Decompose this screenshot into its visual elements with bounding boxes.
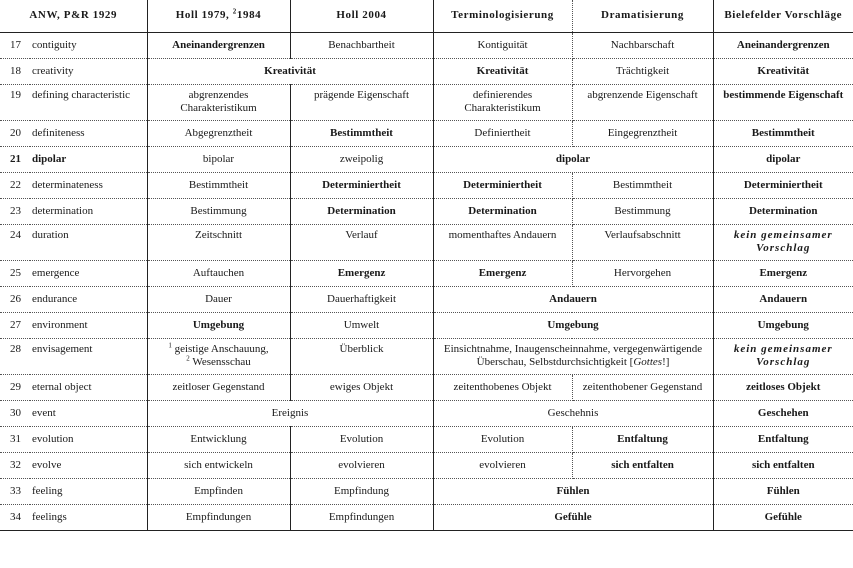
dram-cell: Verlaufsabschnitt: [572, 224, 713, 260]
term-dram-text-2b: Gottes: [633, 355, 663, 368]
term-dram-line-1: Einsichtnahme, Inaugenscheinnahme, vergegenwärtigende: [443, 342, 703, 355]
english-term: environment: [30, 312, 147, 338]
holl-1979-cell: Zeitschnitt: [147, 224, 290, 260]
holl-1979-cell: Entwicklung: [147, 426, 290, 452]
table-row: [0, 338, 853, 374]
dram-cell: zeitenthobener Gegenstand: [572, 374, 713, 400]
english-term: defining characteristic: [30, 84, 147, 120]
holl-1979-line-2: [152, 353, 286, 369]
dram-cell: Nachbarschaft: [572, 32, 713, 58]
term-dram-text-2c: !]: [662, 355, 670, 368]
row-number: 25: [0, 260, 30, 286]
biel-cell: zeitloses Objekt: [713, 374, 853, 400]
holl-1979-line-1: [152, 340, 286, 356]
row-number: 19: [0, 84, 30, 120]
english-term: envisagement: [30, 338, 147, 374]
dram-cell: Trächtigkeit: [572, 58, 713, 84]
dram-cell: sich entfalten: [572, 452, 713, 478]
dram-cell: Entfaltung: [572, 426, 713, 452]
english-term: creativity: [30, 58, 147, 84]
biel-cell: [713, 338, 853, 374]
biel-cell: Gefühle: [713, 504, 853, 530]
biel-line-2: Vorschlag: [756, 241, 811, 254]
header-holl-1984-text: 1984: [236, 9, 262, 22]
term-cell: Determination: [433, 198, 572, 224]
holl-1979-cell: Abgegrenztheit: [147, 120, 290, 146]
holl-merged-cell: Kreativität: [147, 58, 433, 84]
biel-line-1: kein gemeinsamer: [733, 228, 833, 241]
biel-line-1: kein gemeinsamer: [733, 342, 833, 355]
row-number: 27: [0, 312, 30, 338]
term-dram-line-2: [438, 356, 709, 369]
table-row: [0, 478, 853, 504]
holl-merged-cell: Ereignis: [147, 400, 433, 426]
row-number: 17: [0, 32, 30, 58]
term-dram-merged-cell: Umgebung: [433, 312, 713, 338]
biel-cell: Geschehen: [713, 400, 853, 426]
biel-cell: Umgebung: [713, 312, 853, 338]
row-number: 31: [0, 426, 30, 452]
term-cell: zeitenthobenes Objekt: [433, 374, 572, 400]
dram-cell: Bestimmung: [572, 198, 713, 224]
holl-2004-cell: Determination: [290, 198, 433, 224]
header-holl-1979-text: Holl 1979,: [175, 9, 233, 22]
table-row: [0, 58, 853, 84]
biel-cell: bestimmende Eigenschaft: [713, 84, 853, 120]
table-row: [0, 32, 853, 58]
table-row: [0, 260, 853, 286]
row-number: 26: [0, 286, 30, 312]
row-number: 22: [0, 172, 30, 198]
holl-2004-cell: Benachbartheit: [290, 32, 433, 58]
header-holl-1979: [147, 0, 290, 32]
table-row: [0, 198, 853, 224]
biel-cell: Bestimmtheit: [713, 120, 853, 146]
table-row: [0, 172, 853, 198]
row-number: 23: [0, 198, 30, 224]
row-number: 24: [0, 224, 30, 260]
header-anw: ANW, P&R 1929: [0, 0, 147, 32]
holl-1979-cell: Empfindungen: [147, 504, 290, 530]
dram-cell: Hervorgehen: [572, 260, 713, 286]
table-row: [0, 374, 853, 400]
holl-2004-cell: Dauerhaftigkeit: [290, 286, 433, 312]
term-cell: Evolution: [433, 426, 572, 452]
term-dram-merged-cell: [433, 338, 713, 374]
table-row: [0, 84, 853, 120]
row-number: 32: [0, 452, 30, 478]
english-term: definiteness: [30, 120, 147, 146]
term-line-1: definierendes: [472, 88, 533, 101]
table-row: [0, 504, 853, 530]
english-term: contiguity: [30, 32, 147, 58]
holl-2004-cell: ewiges Objekt: [290, 374, 433, 400]
holl-2004-cell: Evolution: [290, 426, 433, 452]
term-dram-merged-cell: Fühlen: [433, 478, 713, 504]
table-row: [0, 452, 853, 478]
holl-2004-cell: Überblick: [290, 338, 433, 374]
term-cell: [433, 84, 572, 120]
term-dram-merged-cell: Andauern: [433, 286, 713, 312]
english-term: emergence: [30, 260, 147, 286]
holl-1979-cell: Bestimmung: [147, 198, 290, 224]
term-cell: Kontiguität: [433, 32, 572, 58]
biel-cell: Entfaltung: [713, 426, 853, 452]
header-holl-1979-sup: 2: [232, 7, 237, 16]
holl-1979-line-1: abgrenzendes: [188, 88, 249, 101]
table-row: [0, 400, 853, 426]
biel-cell: dipolar: [713, 146, 853, 172]
term-cell: Definiertheit: [433, 120, 572, 146]
holl-1979-line-2: Charakteristikum: [180, 101, 257, 114]
table-row: [0, 312, 853, 338]
holl-1979-cell: Dauer: [147, 286, 290, 312]
english-term: endurance: [30, 286, 147, 312]
holl-2004-cell: Verlauf: [290, 224, 433, 260]
english-term: determination: [30, 198, 147, 224]
row-number: 30: [0, 400, 30, 426]
row-number: 34: [0, 504, 30, 530]
holl-1979-cell: [147, 338, 290, 374]
english-term: event: [30, 400, 147, 426]
english-term: eternal object: [30, 374, 147, 400]
table-row: [0, 426, 853, 452]
footnote-marker-2: 2: [186, 353, 190, 362]
dram-cell: Bestimmtheit: [572, 172, 713, 198]
holl-1979-cell: Umgebung: [147, 312, 290, 338]
row-number: 28: [0, 338, 30, 374]
table-row: [0, 286, 853, 312]
biel-cell: Determination: [713, 198, 853, 224]
header-row: [0, 0, 853, 32]
term-dram-merged-cell: Geschehnis: [433, 400, 713, 426]
biel-cell: Emergenz: [713, 260, 853, 286]
row-number: 29: [0, 374, 30, 400]
holl-2004-cell: Umwelt: [290, 312, 433, 338]
holl-2004-cell: Empfindung: [290, 478, 433, 504]
row-number: 18: [0, 58, 30, 84]
english-term: feelings: [30, 504, 147, 530]
english-term: dipolar: [30, 146, 147, 172]
dram-cell: abgrenzende Eigenschaft: [572, 84, 713, 120]
table-row: [0, 224, 853, 260]
term-cell: momenthaftes Andauern: [433, 224, 572, 260]
biel-cell: sich entfalten: [713, 452, 853, 478]
biel-cell: Determiniertheit: [713, 172, 853, 198]
holl-1979-cell: zeitloser Gegenstand: [147, 374, 290, 400]
header-dramatisierung: Dramatisierung: [572, 0, 713, 32]
row-number: 20: [0, 120, 30, 146]
english-term: evolution: [30, 426, 147, 452]
footnote-marker-1: 1: [168, 340, 172, 349]
holl-2004-cell: evolvieren: [290, 452, 433, 478]
biel-cell: Kreativität: [713, 58, 853, 84]
header-terminologisierung: Terminologisierung: [433, 0, 572, 32]
holl-1979-text-1: geistige Anschauung,: [171, 342, 269, 355]
term-dram-merged-cell: Gefühle: [433, 504, 713, 530]
row-number: 33: [0, 478, 30, 504]
english-term: feeling: [30, 478, 147, 504]
biel-line-2: Vorschlag: [756, 355, 811, 368]
holl-1979-cell: Bestimmtheit: [147, 172, 290, 198]
table-row: [0, 120, 853, 146]
holl-1979-cell: bipolar: [147, 146, 290, 172]
term-cell: Emergenz: [433, 260, 572, 286]
term-cell: Kreativität: [433, 58, 572, 84]
holl-2004-cell: Bestimmtheit: [290, 120, 433, 146]
row-number: 21: [0, 146, 30, 172]
holl-2004-cell: Emergenz: [290, 260, 433, 286]
english-term: evolve: [30, 452, 147, 478]
holl-1979-cell: Auftauchen: [147, 260, 290, 286]
holl-2004-cell: zweipolig: [290, 146, 433, 172]
term-cell: evolvieren: [433, 452, 572, 478]
english-term: determinateness: [30, 172, 147, 198]
holl-1979-cell: Aneinandergrenzen: [147, 32, 290, 58]
term-cell: Determiniertheit: [433, 172, 572, 198]
header-bielefelder: Bielefelder Vorschläge: [713, 0, 853, 32]
holl-2004-cell: Determiniertheit: [290, 172, 433, 198]
holl-1979-cell: Empfinden: [147, 478, 290, 504]
holl-2004-cell: Empfindungen: [290, 504, 433, 530]
holl-1979-cell: [147, 84, 290, 120]
header-holl-2004: Holl 2004: [290, 0, 433, 32]
dram-cell: Eingegrenztheit: [572, 120, 713, 146]
holl-1979-cell: sich entwickeln: [147, 452, 290, 478]
term-dram-merged-cell: dipolar: [433, 146, 713, 172]
term-line-2: Charakteristikum: [464, 101, 541, 114]
biel-cell: Fühlen: [713, 478, 853, 504]
holl-2004-cell: prägende Eigenschaft: [290, 84, 433, 120]
biel-cell: Andauern: [713, 286, 853, 312]
table-row: [0, 146, 853, 172]
biel-cell: Aneinandergrenzen: [713, 32, 853, 58]
term-dram-text-2a: Überschau, Selbstdurchsichtigkeit [: [476, 355, 634, 368]
english-term: duration: [30, 224, 147, 260]
biel-cell: [713, 224, 853, 260]
holl-1979-text-2: Wesensschau: [189, 355, 251, 368]
